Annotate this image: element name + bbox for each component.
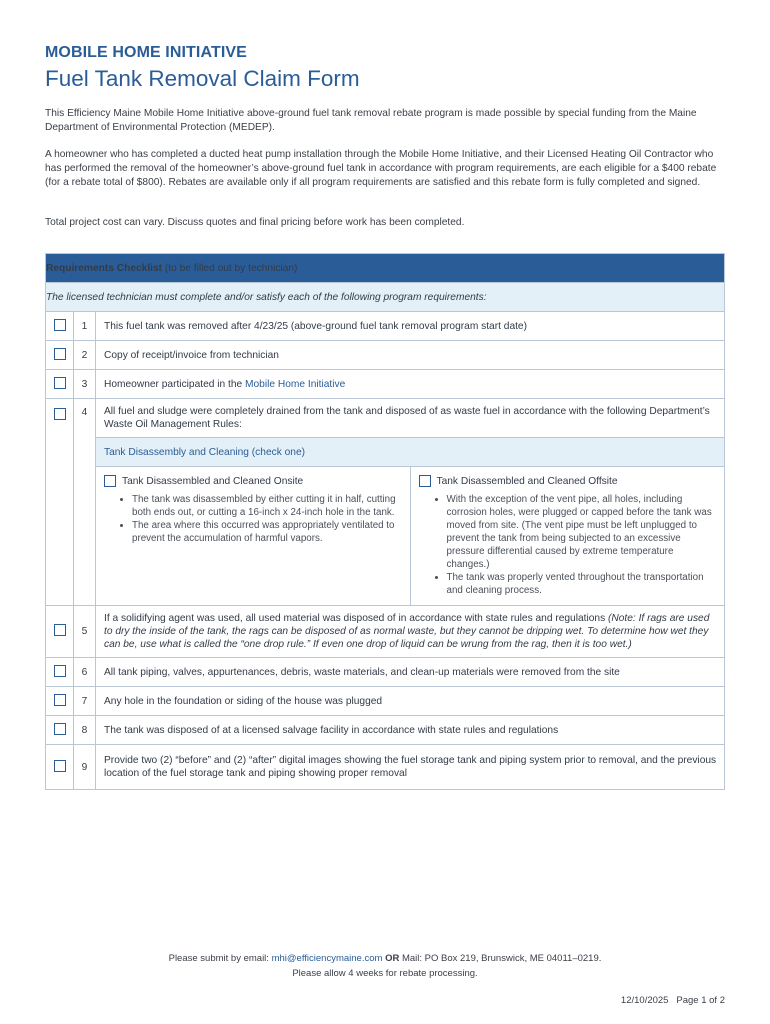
item-number: 6 bbox=[74, 658, 96, 687]
offsite-bullets bbox=[419, 493, 717, 597]
checklist-row-7 bbox=[46, 687, 725, 716]
intro-paragraph-1: This Efficiency Maine Mobile Home Initiative above-ground fuel tank removal rebate program is made possible by special funding from the Maine Department of Environmental Protection (MEDEP). bbox=[45, 108, 697, 133]
tank-disassembly-options bbox=[96, 467, 724, 605]
item-number: 2 bbox=[74, 341, 96, 370]
submit-email-link[interactable]: mhi@efficiencymaine.com bbox=[271, 953, 383, 964]
processing-note: Please allow 4 weeks for rebate processing. bbox=[292, 968, 478, 979]
checkbox-item-6[interactable] bbox=[54, 665, 66, 677]
intro-paragraph-3: Total project cost can vary. Discuss quotes and final pricing before work has been completed. bbox=[45, 217, 465, 228]
item-number: 9 bbox=[74, 745, 96, 790]
mail-address: Mail: PO Box 219, Brunswick, ME 04011–0219. bbox=[401, 953, 602, 964]
checkbox-item-7[interactable] bbox=[54, 694, 66, 706]
checklist-subtitle-row bbox=[46, 283, 725, 312]
item-text: The tank was disposed of at a licensed salvage facility in accordance with state rules and regulations bbox=[96, 716, 725, 745]
item-text: If a solidifying agent was used, all used material was disposed of in accordance with state rules and regulations bbox=[104, 613, 606, 624]
item-text: All tank piping, valves, appurtenances, debris, waste materials, and clean-up materials were removed from the site bbox=[96, 658, 725, 687]
item-text: Any hole in the foundation or siding of the house was plugged bbox=[96, 687, 725, 716]
item-number: 8 bbox=[74, 716, 96, 745]
checkbox-offsite[interactable] bbox=[419, 475, 431, 487]
checklist-title-note: (to be filled out by technician) bbox=[164, 262, 298, 274]
list-item: • The tank was disassembled by either cutting it in half, cutting both ends out, or cutting a 16-inch x 24-inch hole in the tank. bbox=[132, 493, 402, 519]
item-text: Copy of receipt/invoice from technician bbox=[96, 341, 725, 370]
checkbox-item-9[interactable] bbox=[54, 760, 66, 772]
checkbox-item-2[interactable] bbox=[54, 348, 66, 360]
checklist-title: Requirements Checklist bbox=[46, 262, 163, 274]
checklist-row-6 bbox=[46, 658, 725, 687]
onsite-option bbox=[96, 467, 411, 605]
checklist-subtitle: The licensed technician must complete and/or satisfy each of the following program requirements: bbox=[46, 283, 725, 312]
offsite-label: Tank Disassembled and Cleaned Offsite bbox=[436, 475, 618, 487]
checklist-row-4 bbox=[46, 399, 725, 606]
item-text: All fuel and sludge were completely drained from the tank and disposed of as waste fuel in accordance with the following Department’s Waste Oil Management Rules: bbox=[104, 406, 710, 430]
item-number: 1 bbox=[74, 312, 96, 341]
submit-label: Please submit by email: bbox=[168, 953, 269, 964]
checklist-row-8 bbox=[46, 716, 725, 745]
checkbox-onsite[interactable] bbox=[104, 475, 116, 487]
checkbox-item-8[interactable] bbox=[54, 723, 66, 735]
form-date: 12/10/2025 bbox=[620, 995, 669, 1006]
checklist-row-9 bbox=[46, 745, 725, 790]
item-note: (Note: If rags are used to dry the inside of the tank, the rags can be disposed of as normal waste, but they cannot be dripping wet. To determine how wet they can be, use what is called the “one drop rule.” If even one drop of liquid can be wrung from the rag, then it is too wet.) bbox=[104, 613, 710, 650]
item-text: This fuel tank was removed after 4/23/25 (above-ground fuel tank removal program start date) bbox=[96, 312, 725, 341]
item-number: 3 bbox=[74, 370, 96, 399]
onsite-label: Tank Disassembled and Cleaned Onsite bbox=[122, 475, 304, 487]
checklist-row-5 bbox=[46, 606, 725, 658]
item-number: 5 bbox=[74, 606, 96, 658]
requirements-checklist-table bbox=[45, 253, 725, 790]
or-label: OR bbox=[385, 953, 400, 964]
offsite-option bbox=[411, 467, 725, 605]
tank-disassembly-heading: Tank Disassembly and Cleaning (check one) bbox=[96, 437, 724, 467]
submit-instructions bbox=[45, 953, 725, 964]
program-kicker: MOBILE HOME INITIATIVE bbox=[45, 44, 247, 61]
onsite-bullets bbox=[104, 493, 402, 545]
page-info bbox=[621, 995, 725, 1006]
checklist-header-row bbox=[46, 254, 725, 283]
checklist-row-3 bbox=[46, 370, 725, 399]
checkbox-item-5[interactable] bbox=[54, 624, 66, 636]
item-text: Provide two (2) “before” and (2) “after” digital images showing the fuel storage tank and piping system prior to removal, and the previous location of the fuel storage tank and piping showing proper removal bbox=[96, 745, 725, 790]
checklist-row-1 bbox=[46, 312, 725, 341]
checkbox-item-1[interactable] bbox=[54, 319, 66, 331]
page-number: Page 1 of 2 bbox=[676, 995, 725, 1006]
page-title: Fuel Tank Removal Claim Form bbox=[45, 66, 360, 91]
item-text: Homeowner participated in the bbox=[104, 378, 243, 390]
intro-paragraph-2: A homeowner who has completed a ducted heat pump installation through the Mobile Home Initiative, and their Licensed Heating Oil Contractor who has performed the removal of the homeowner’s above-ground fuel tank in accordance with program requirements, are each eligible for a $400 rebate (for a rebate total of $800). Rebates are available only if all program requirements are satisfied and this rebate form is fully completed and signed. bbox=[45, 149, 717, 188]
checkbox-item-3[interactable] bbox=[54, 377, 66, 389]
list-item: • The tank was properly vented throughout the transportation and cleaning process. bbox=[447, 571, 717, 597]
item-number: 4 bbox=[74, 399, 96, 606]
mobile-home-initiative-link[interactable]: Mobile Home Initiative bbox=[245, 378, 346, 390]
checklist-row-2 bbox=[46, 341, 725, 370]
item-number: 7 bbox=[74, 687, 96, 716]
list-item: • With the exception of the vent pipe, all holes, including corrosion holes, were plugged or capped before the tank was moved from site. (The vent pipe must be left unplugged to prevent the tank from being subjected to an excessive pressure differential caused by extreme temperature changes.) bbox=[447, 493, 717, 571]
list-item: • The area where this occurred was appropriately ventilated to prevent the accumulation of harmful vapors. bbox=[132, 519, 402, 545]
checkbox-item-4[interactable] bbox=[54, 408, 66, 420]
